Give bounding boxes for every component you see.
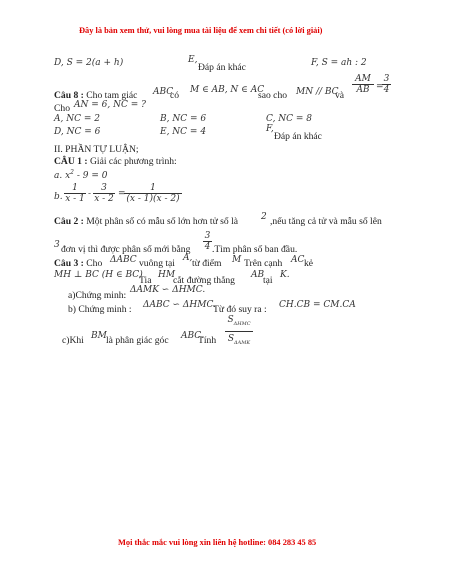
- q8-cho: Cho: [54, 103, 70, 114]
- q3-text-2: vuông tại: [139, 258, 175, 269]
- q8-option-f-letter: F,: [266, 124, 274, 134]
- q3-side-ac: AC: [291, 255, 305, 265]
- q3b-text-2: Từ đó suy ra :: [213, 304, 267, 315]
- q1a-equation: a. $x^2 - 9 = 0$: [54, 169, 108, 181]
- q1-label: CÂU 1 :: [54, 156, 88, 167]
- q8-parallel: MN // BC: [296, 87, 339, 97]
- q3-triangle: ΔABC: [110, 255, 137, 265]
- q3-text-1: Cho: [83, 258, 103, 269]
- q3c-text: c)Khi: [62, 335, 84, 346]
- q3-text-6: Tia: [139, 275, 152, 286]
- q8-text-co: có: [170, 90, 180, 101]
- q2-text-4: .Tìm phân số ban đầu.: [212, 244, 298, 255]
- q8-label: Câu 8 :: [54, 90, 84, 101]
- q2-fraction: $\frac{3}{4}$: [204, 231, 211, 252]
- q8-equals: =: [376, 82, 384, 92]
- q3-text-5: kẻ: [304, 258, 314, 269]
- q7-option-d: D, S = 2(a + h): [54, 58, 124, 68]
- q8-option-c: C, NC = 8: [266, 114, 313, 124]
- q3a-text: a)Chứng minh:: [68, 290, 127, 301]
- q2-text-3: đơn vị thì được phân số mới bằng: [61, 244, 191, 255]
- q3-point-m: M: [232, 255, 242, 265]
- q1b-fraction-3: $\frac{1}{(x - 1)(x - 2)}$: [124, 183, 182, 204]
- q8-triangle: ABC: [153, 87, 174, 97]
- q7-option-e-letter: E,: [188, 55, 198, 65]
- q8-text-saocho: sao cho: [258, 90, 288, 101]
- q3c-text-3: Tính: [198, 335, 217, 346]
- q8-option-a: A, NC = 2: [54, 114, 100, 124]
- q8-option-e: E, NC = 4: [160, 127, 207, 137]
- q2-line: [54, 216, 238, 227]
- q1b-fraction-2: $\frac{3}{x - 2}$: [94, 183, 114, 204]
- q1b-label: b.: [54, 192, 63, 202]
- q8-text: Cho tam giác: [83, 90, 138, 101]
- q3a-math: ΔAMK ∽ ΔHMC.: [130, 285, 206, 295]
- q8-text-va: và: [335, 90, 345, 101]
- q3b-text: b) Chứng minh :: [68, 304, 132, 315]
- q8-fraction-ratio: $\frac{3}{4}$: [383, 74, 390, 95]
- q3-label: Câu 3 :: [54, 258, 84, 269]
- q1b-equals: =: [118, 189, 126, 199]
- q8-condition: M ∈ AB, N ∈ AC: [190, 85, 265, 95]
- header-banner: Đây là bản xem thử, vui lòng mua tài liệu để xem chi tiết (có lời giải): [79, 26, 323, 35]
- q2-three: 3: [54, 240, 60, 250]
- q1-line: [54, 156, 177, 167]
- q2-text-2: ,nếu tăng cả tử và mẫu số lên: [270, 216, 382, 227]
- q3c-text-2: là phân giác góc: [106, 335, 169, 346]
- q3-text-3: từ điểm: [192, 258, 222, 269]
- q8-fraction-am-ab: $\frac{AM}{AB}$: [352, 74, 374, 95]
- q3b-math: ΔABC ∽ ΔHMC.: [143, 300, 216, 310]
- q3-point-k: K.: [280, 270, 290, 280]
- q8-option-b: B, NC = 6: [160, 114, 207, 124]
- q3-perpendicular: MH ⊥ BC (H ∈ BC): [54, 270, 143, 280]
- q1-text: Giải các phương trình:: [87, 156, 177, 167]
- q3-text-4: Trên cạnh: [244, 258, 283, 269]
- footer-banner: Mọi thắc mắc vui lòng xin liên hệ hotline: 084 283 45 85: [118, 538, 317, 547]
- q3-line-ab: AB: [251, 270, 265, 280]
- q3b-math-2: CH.CB = CM.CA: [279, 300, 356, 310]
- q7-option-f: F, S = ah : 2: [311, 58, 367, 68]
- q8-given: AN = 6, NC = ?: [74, 100, 146, 110]
- q3-line: [54, 258, 102, 269]
- q2-label: Câu 2 :: [54, 216, 84, 227]
- q1b-minus: -: [88, 189, 92, 199]
- q3c-bm: BM: [91, 331, 107, 341]
- q3-text-7: cắt đường thẳng: [173, 275, 235, 286]
- q7-option-e-text: Đáp án khác: [198, 62, 246, 73]
- q3-point-a: A,: [183, 253, 193, 263]
- part2-title: II. PHẦN TỰ LUẬN;: [54, 144, 139, 155]
- q2-two: 2: [261, 212, 267, 222]
- q3-ray-hm: HM: [158, 270, 176, 280]
- q8-option-d: D, NC = 6: [54, 127, 101, 137]
- q3-text-8: tại: [263, 275, 273, 286]
- q3c-area-ratio: $S_{\Delta HMC}$ $S_{\Delta AMK}$: [225, 315, 253, 348]
- q3c-abc: ABC.: [181, 331, 204, 341]
- q1b-fraction-1: $\frac{1}{x - 1}$: [65, 183, 85, 204]
- q8-option-f-text: Đáp án khác: [274, 131, 322, 142]
- q2-text: Một phân số có mẫu số lớn hơn tử số là: [83, 216, 239, 227]
